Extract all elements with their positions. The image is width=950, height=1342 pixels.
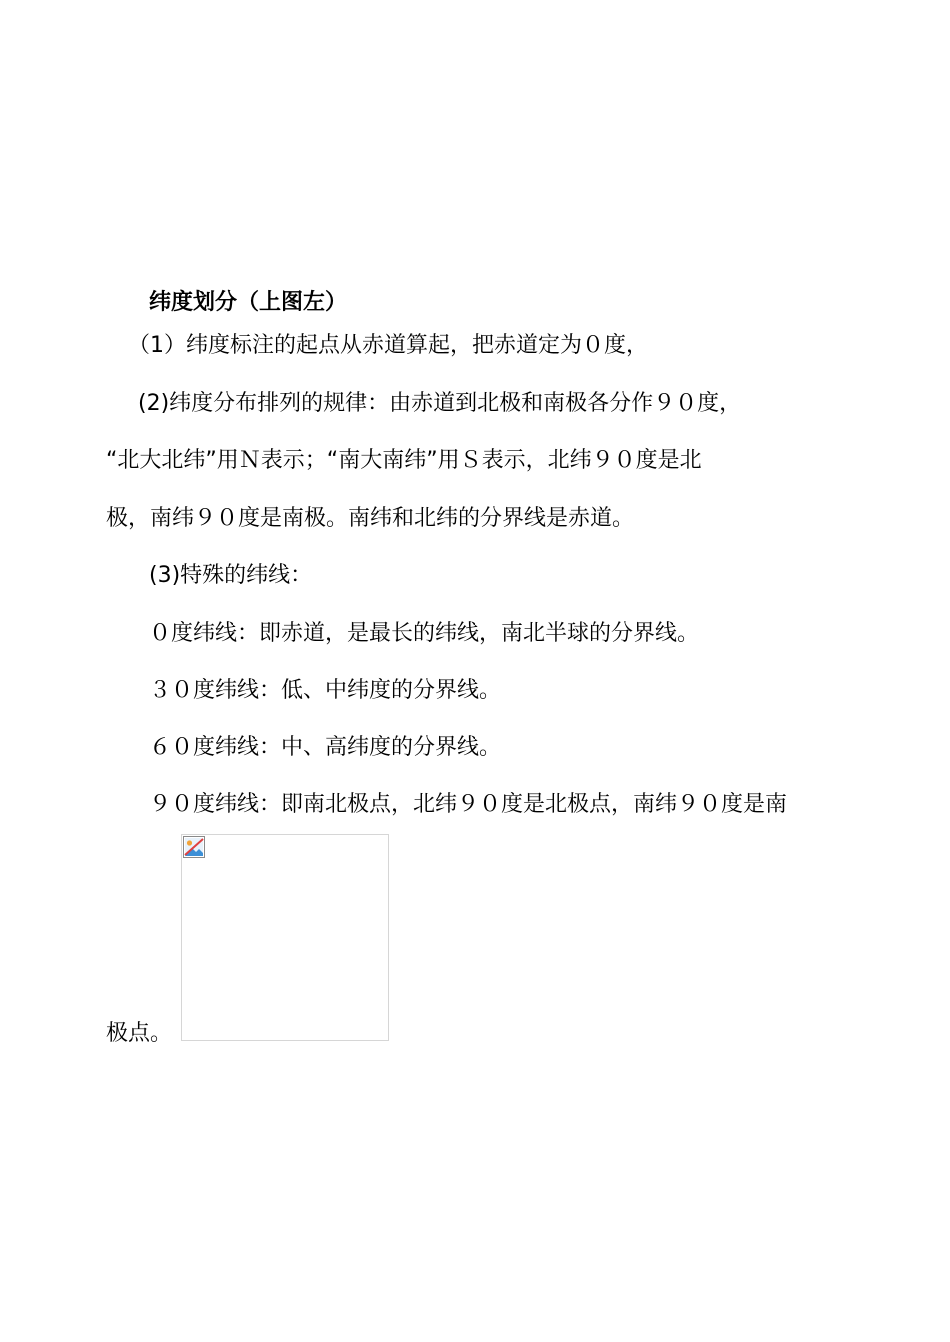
latitude-60-line: ６０度纬线：中、高纬度的分界线。 xyxy=(149,735,502,760)
embedded-image-placeholder xyxy=(181,834,389,1041)
paragraph-3: (3)特殊的纬线： xyxy=(149,563,313,588)
broken-image-icon xyxy=(183,836,205,858)
paragraph-2-cont: “北大北纬”用Ｎ表示；“南大南纬”用Ｓ表示，北纬９０度是北 xyxy=(106,448,702,473)
latitude-90-line: ９０度纬线：即南北极点，北纬９０度是北极点，南纬９０度是南 xyxy=(149,792,788,817)
paragraph-2-cont-2: 极，南纬９０度是南极。南纬和北纬的分界线是赤道。 xyxy=(106,506,635,531)
section-heading: 纬度划分（上图左） xyxy=(149,290,348,315)
latitude-0-line: ０度纬线：即赤道，是最长的纬线，南北半球的分界线。 xyxy=(149,621,700,646)
latitude-90-line-cont: 极点。 xyxy=(106,1021,173,1046)
paragraph-2: (2)纬度分布排列的规律：由赤道到北极和南极各分作９０度， xyxy=(138,391,742,416)
paragraph-1: （1）纬度标注的起点从赤道算起，把赤道定为０度， xyxy=(128,333,648,358)
latitude-30-line: ３０度纬线：低、中纬度的分界线。 xyxy=(149,678,502,703)
